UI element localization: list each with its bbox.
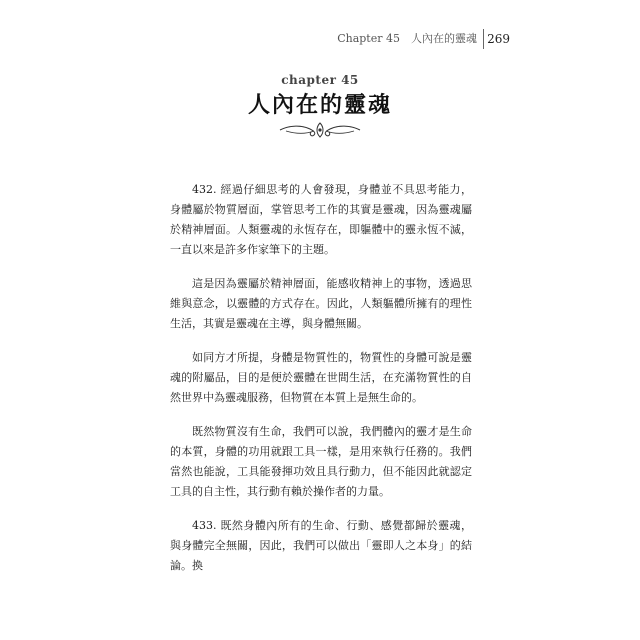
paragraph: 如同方才所提，身體是物質性的，物質性的身體可說是靈魂的附屬品，目的是便於靈體在世間生活，在充滿物質性的自然世界中為靈魂服務，但物質在本質上是無生命的。: [170, 351, 472, 404]
body-text: [170, 180, 472, 590]
scroll-flourish-icon: [276, 119, 364, 141]
chapter-label: chapter 45: [281, 73, 359, 87]
paragraph: 既然物質沒有生命，我們可以說，我們體內的靈才是生命的本質，身體的功用就跟工具一樣，是用來執行任務的。我們當然也能說，工具能發揮功效且具行動力，但不能因此就認定工具的自主性，其行動有賴於操作者的力量。: [170, 425, 472, 498]
running-title: Chapter 45 人內在的靈魂: [337, 32, 477, 45]
paragraph-433: 433. 既然身體內所有的生命、行動、感覺都歸於靈魂，與身體完全無關，因此，我們可以做出「靈即人之本身」的結論。換: [170, 519, 472, 572]
running-head-divider: [483, 29, 484, 49]
chapter-title: 人內在的靈魂: [247, 92, 392, 118]
page-number: 269: [487, 32, 510, 46]
paragraph-432: 432. 經過仔細思考的人會發現，身體並不具思考能力，身體屬於物質層面，掌管思考工作的其實是靈魂，因為靈魂屬於精神層面。人類靈魂的永恆存在，即軀體中的靈永恆不滅，一直以來是許多作家筆下的主題。: [170, 183, 472, 256]
running-head: [300, 32, 510, 52]
paragraph: 這是因為靈屬於精神層面，能感收精神上的事物，透過思維與意念，以靈體的方式存在。因此，人類軀體所擁有的理性生活，其實是靈魂在主導，與身體無關。: [170, 277, 472, 330]
